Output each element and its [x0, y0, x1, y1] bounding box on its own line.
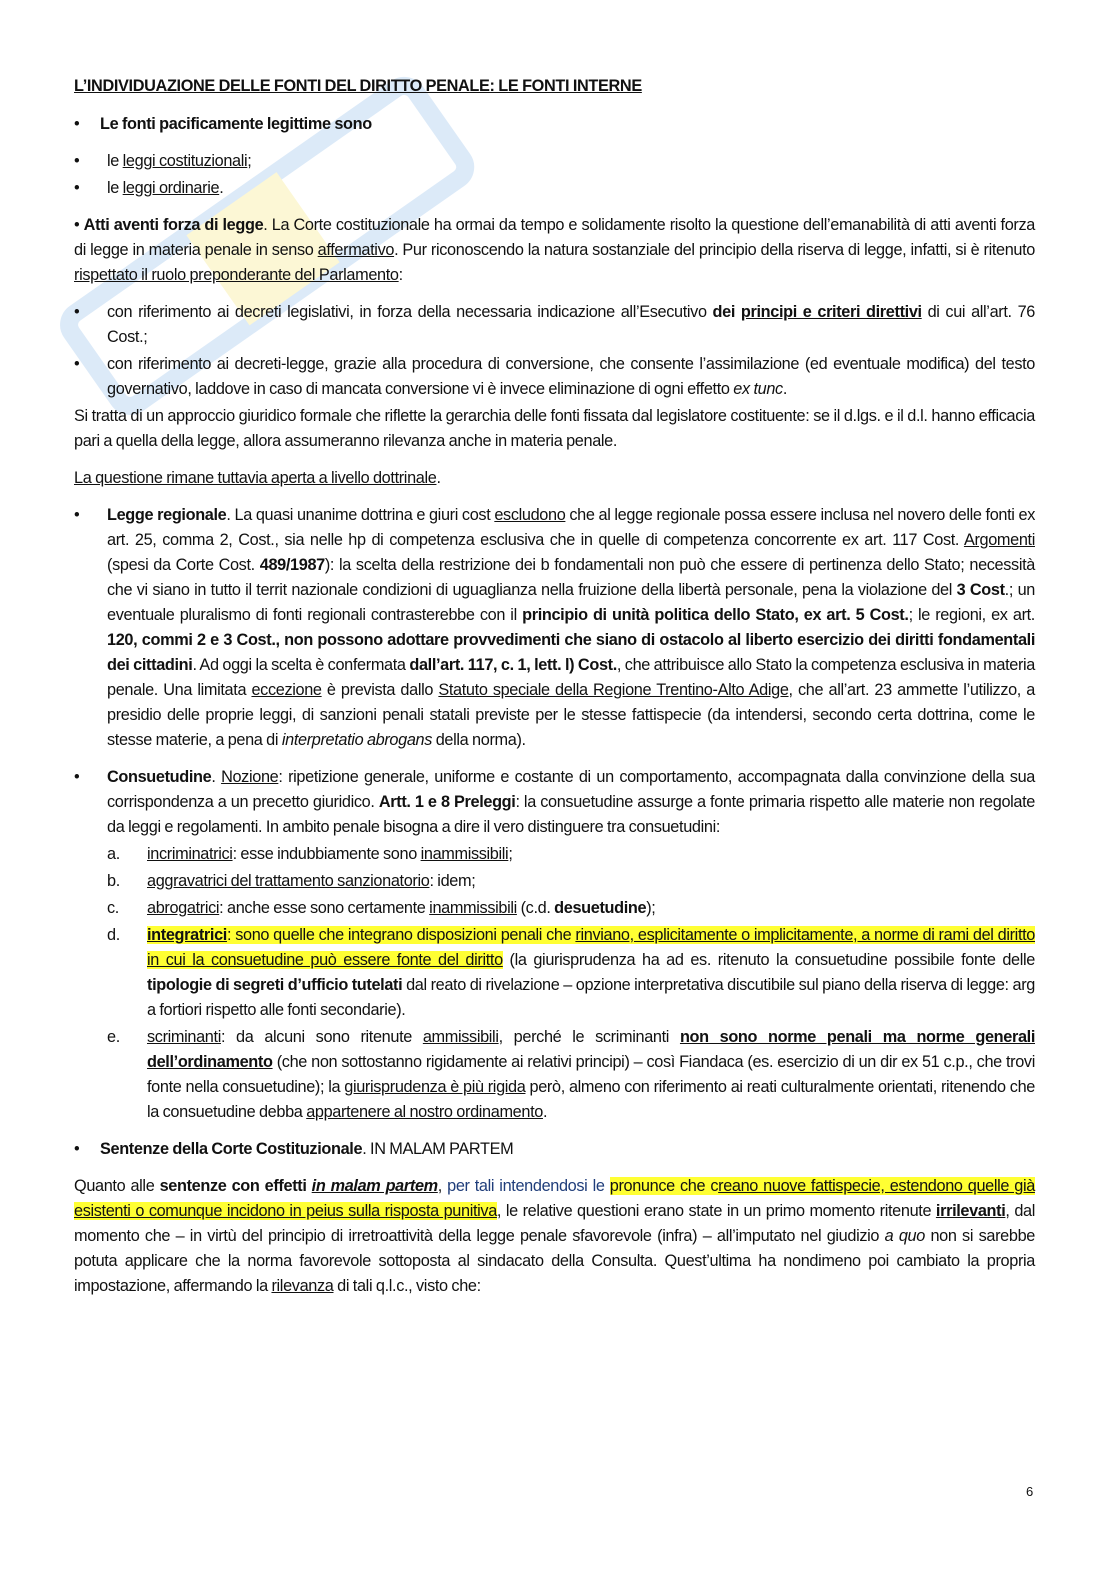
text-run: della norma). — [432, 731, 526, 749]
text-run: appartenere al nostro ordinamento — [306, 1103, 543, 1121]
text-run: , che attribuisce allo Stato la competenza esclusiva in materia penale. Una limitata — [107, 656, 1035, 699]
text-run: tipologie di segreti d’ufficio tutelati — [147, 976, 403, 994]
text-run: ): la scelta della restrizione dei b fondamentali non può che essere di pertinenza dello Stato; necessità che vi siano in tutto il territ nazionale condizioni di uguaglianza nella fruizione della libertà personale, pena la violazione del — [107, 556, 1035, 599]
bullet-text — [107, 176, 1035, 201]
bullet-text — [107, 765, 1035, 840]
text-run: rilevanza — [271, 1277, 334, 1295]
text-run: inammissibili — [420, 845, 509, 863]
bullet-icon: • — [74, 768, 80, 786]
bullet-icon: • — [74, 1140, 80, 1158]
bullet-icon: • — [74, 506, 80, 524]
lettered-text — [147, 1025, 1035, 1125]
paragraph — [74, 466, 1035, 491]
document-body — [74, 74, 1035, 1311]
text-run: incriminatrici — [147, 845, 233, 863]
text-run: : da alcuni sono ritenute — [220, 1028, 423, 1046]
text-run: aggravatrici del trattamento sanzionatorio — [147, 872, 430, 890]
highlighted-text: : sono quelle che integrano disposizioni penali che — [226, 926, 576, 944]
text-run: le — [107, 179, 123, 197]
text-run: , — [437, 1177, 448, 1195]
text-run: . La quasi unanime dottrina e giuri cost — [226, 506, 495, 524]
bullet-item — [74, 176, 1035, 201]
text-run: che al legge regionale possa essere inclusa nel novero delle fonti ex art. 25, comma 2, Cost., sia nelle hp di competenza esclusiva che in quelle di competenza concorrente ex art. 117 Cost. — [107, 506, 1035, 549]
bullet-item — [74, 112, 1035, 137]
text-run: ; — [508, 845, 513, 863]
bullet-text — [107, 503, 1035, 753]
text-run: Si tratta di un approccio giuridico formale che riflette la gerarchia delle fonti fissata dal legislatore costituente: se il d.lgs. e il d.l. hanno efficacia pari a quella della legge, allora assumeranno rilevanza anche in materia penale. — [74, 407, 1035, 450]
text-run: , perché le scriminanti — [498, 1028, 680, 1046]
bullet-item — [74, 300, 1035, 350]
text-run: Nozione — [221, 768, 279, 786]
text-run: . — [211, 768, 222, 786]
text-run: leggi ordinarie — [122, 179, 220, 197]
bullet-text — [107, 352, 1035, 402]
text-run: ; le regioni, ex art. — [908, 606, 1035, 624]
lettered-item — [107, 869, 1035, 894]
bullet-item — [74, 503, 1035, 753]
list-letter: d. — [107, 926, 120, 944]
text-run: però, almeno con riferimento ai reati culturalmente orientati, ritenendo che la consuetudine debba — [147, 1078, 1035, 1121]
text-run: . — [436, 469, 441, 487]
text-run: : la consuetudine assurge a fonte primaria rispetto alle materie non regolate da leggi e regolamenti. In ambito penale bisogna a dire il vero distinguere tra consuetudini: — [107, 793, 1035, 836]
lettered-text — [147, 842, 1035, 867]
lettered-item — [107, 1025, 1035, 1125]
text-run: , che all’art. 23 ammette l’utilizzo, a presidio delle proprie leggi, di sanzioni penali statali previste per le stesse fattispecie (da intendersi, secondo certa dottrina, come le stesse materie, a pena di — [107, 681, 1035, 749]
paragraph — [74, 1174, 1035, 1299]
text-run: Le fonti pacificamente legittime sono — [100, 115, 372, 133]
text-run: rispettato il ruolo preponderante del Parlamento — [74, 266, 399, 284]
text-run: Atti aventi forza di legge — [83, 216, 264, 234]
text-run: (c.d. — [516, 899, 555, 917]
text-run: .; un eventuale pluralismo di fonti regionali contrasterebbe con il — [107, 581, 1035, 624]
text-run: ammissibili — [422, 1028, 499, 1046]
bullet-text — [100, 1137, 1035, 1162]
text-run: Artt. 1 e 8 Preleggi — [378, 793, 516, 811]
text-run: . Ad oggi la scelta è confermata — [192, 656, 410, 674]
lettered-text — [147, 896, 1035, 921]
text-run: Sentenze della Corte Costituzionale — [100, 1140, 363, 1158]
text-run: • — [74, 216, 84, 234]
text-run: le — [107, 152, 123, 170]
text-run: giurisprudenza è più rigida — [344, 1078, 526, 1096]
text-run: La questione rimane tuttavia aperta a livello dottrinale — [74, 469, 437, 487]
text-run: scriminanti — [147, 1028, 221, 1046]
text-run: dal reato di rivelazione – opzione interpretativa discutibile sul piano della riserva di legge: arg a fortiori rispetto alle fonti secondarie). — [147, 976, 1035, 1019]
bullet-icon: • — [74, 355, 80, 373]
text-run: desuetudine — [554, 899, 647, 917]
text-run: in malam partem — [311, 1177, 438, 1195]
list-letter: b. — [107, 872, 120, 890]
list-letter: a. — [107, 845, 120, 863]
bullet-text — [107, 149, 1035, 174]
text-run: di tali q.l.c., visto che: — [333, 1277, 481, 1295]
text-run: ex tunc — [733, 380, 783, 398]
text-run: ); — [646, 899, 656, 917]
text-run: L’INDIVIDUAZIONE DELLE FONTI DEL DIRITTO PENALE: LE FONTI INTERNE — [74, 77, 642, 95]
text-run: leggi costituzionali — [122, 152, 248, 170]
text-run: Consuetudine — [107, 768, 212, 786]
text-run: . — [219, 179, 224, 197]
text-run: è prevista dallo — [321, 681, 439, 699]
text-run: sentenze con effetti — [159, 1177, 312, 1195]
text-run: . — [782, 380, 788, 398]
text-run: . — [542, 1103, 548, 1121]
section-heading — [74, 74, 1035, 99]
text-run: di cui all’art. 76 Cost.; — [107, 303, 1035, 346]
text-run: (spesi da Corte Cost. — [107, 556, 260, 574]
text-run: inammissibili — [429, 899, 517, 917]
paragraph — [74, 213, 1035, 288]
highlighted-text: reano nuove fattispecie, estendono quelle già esistenti o comunque incidono in peius sulla risposta punitiva — [74, 1177, 1035, 1220]
lettered-text — [147, 869, 1035, 894]
highlighted-text: pronunce che c — [609, 1177, 719, 1195]
text-run: dall’art. 117, c. 1, lett. l) Cost. — [409, 656, 617, 674]
page-number: 6 — [1026, 1484, 1034, 1499]
text-run: 120, commi 2 e 3 Cost., non possono adottare provvedimenti che siano di ostacolo al liberto esercizio dei diritti fondamentali dei cittadini — [107, 631, 1035, 674]
bullet-item — [74, 149, 1035, 174]
list-letter: e. — [107, 1028, 120, 1046]
text-run: irrilevanti — [935, 1202, 1006, 1220]
text-run: principio di unità politica dello Stato, ex art. 5 Cost. — [522, 606, 909, 624]
text-run: a quo — [884, 1227, 925, 1245]
text-run: eccezione — [251, 681, 322, 699]
lettered-text — [147, 923, 1035, 1023]
bullet-icon: • — [74, 152, 80, 170]
text-run: . La Corte costituzionale ha ormai da tempo e solidamente risolto la questione dell’emanabilità di atti aventi forza di legge in materia penale in senso — [74, 216, 1035, 259]
text-run: 489/1987 — [259, 556, 325, 574]
text-run: (che non sottostanno rigidamente ai relativi principi) – così Fiandaca (es. esercizio di un dir ex 51 c.p., che trovi fonte nella consuetudine); la — [147, 1053, 1035, 1096]
bullet-text — [107, 300, 1035, 350]
text-run: : anche esse sono certamente — [219, 899, 430, 917]
highlighted-text: integratrici — [147, 926, 227, 944]
lettered-item — [107, 923, 1035, 1023]
text-run: : idem; — [429, 872, 476, 890]
text-run: Argomenti — [963, 531, 1035, 549]
text-run: : ripetizione generale, uniforme e costante di un comportamento, accompagnata dalla convinzione della sua corrispondenza a un precetto giuridico. — [107, 768, 1035, 811]
text-run: Legge regionale — [107, 506, 227, 524]
bullet-item — [74, 765, 1035, 840]
text-run: non sono norme penali ma norme generali dell’ordinamento — [147, 1028, 1035, 1071]
bullet-text — [100, 112, 1035, 137]
text-run: non si sarebbe potuta applicare che la norma favorevole sottoposta al sindacato della Consulta. Quest’ultima ha nondimeno poi cambiato la propria impostazione, affermando la — [74, 1227, 1035, 1295]
bullet-icon: • — [74, 115, 80, 133]
lettered-item — [107, 842, 1035, 867]
bullet-icon: • — [74, 303, 80, 321]
text-run: per tali intendendosi le — [447, 1177, 610, 1195]
bullet-item — [74, 1137, 1035, 1162]
text-run: escludono — [494, 506, 566, 524]
text-run: con riferimento ai decreti-legge, grazie alla procedura di conversione, che consente l’assimilazione (ed eventuale modifica) del testo governativo, laddove in caso di mancata conversione vi è invece eliminazione di ogni effetto — [107, 355, 1035, 398]
text-run: Quanto alle — [74, 1177, 160, 1195]
list-letter: c. — [107, 899, 119, 917]
text-run: Statuto speciale della Regione Trentino-Alto Adige — [438, 681, 789, 699]
text-run: ; — [247, 152, 252, 170]
text-run: interpretatio abrogans — [281, 731, 433, 749]
bullet-icon: • — [74, 179, 80, 197]
text-run: , dal momento che – in virtù del principio di irretroattività della legge penale sfavorevole (infra) – all’imputato nel giudizio — [74, 1202, 1035, 1245]
text-run: . Pur riconoscendo la natura sostanziale del principio della riserva di legge, infatti, si è ritenuto — [394, 241, 1036, 259]
text-run: : — [398, 266, 403, 284]
text-run: : esse indubbiamente sono — [232, 845, 421, 863]
paragraph — [74, 404, 1035, 454]
text-run: 3 Cost — [956, 581, 1005, 599]
text-run: dei — [712, 303, 741, 321]
highlighted-text: rinviano, esplicitamente o implicitamente, a norme di rami del diritto in cui la consuetudine può essere fonte del diritto — [147, 926, 1035, 969]
text-run: affermativo — [317, 241, 395, 259]
text-run: . IN MALAM PARTEM — [362, 1140, 514, 1158]
text-run: con riferimento ai decreti legislativi, in forza della necessaria indicazione all’Esecutivo — [107, 303, 713, 321]
text-run: principi e criteri direttivi — [740, 303, 922, 321]
text-run: (la giurisprudenza ha ad es. ritenuto la consuetudine possibile fonte delle — [502, 951, 1035, 969]
text-run: , le relative questioni erano state in un primo momento ritenute — [496, 1202, 936, 1220]
text-run: abrogatrici — [147, 899, 220, 917]
lettered-item — [107, 896, 1035, 921]
bullet-item — [74, 352, 1035, 402]
